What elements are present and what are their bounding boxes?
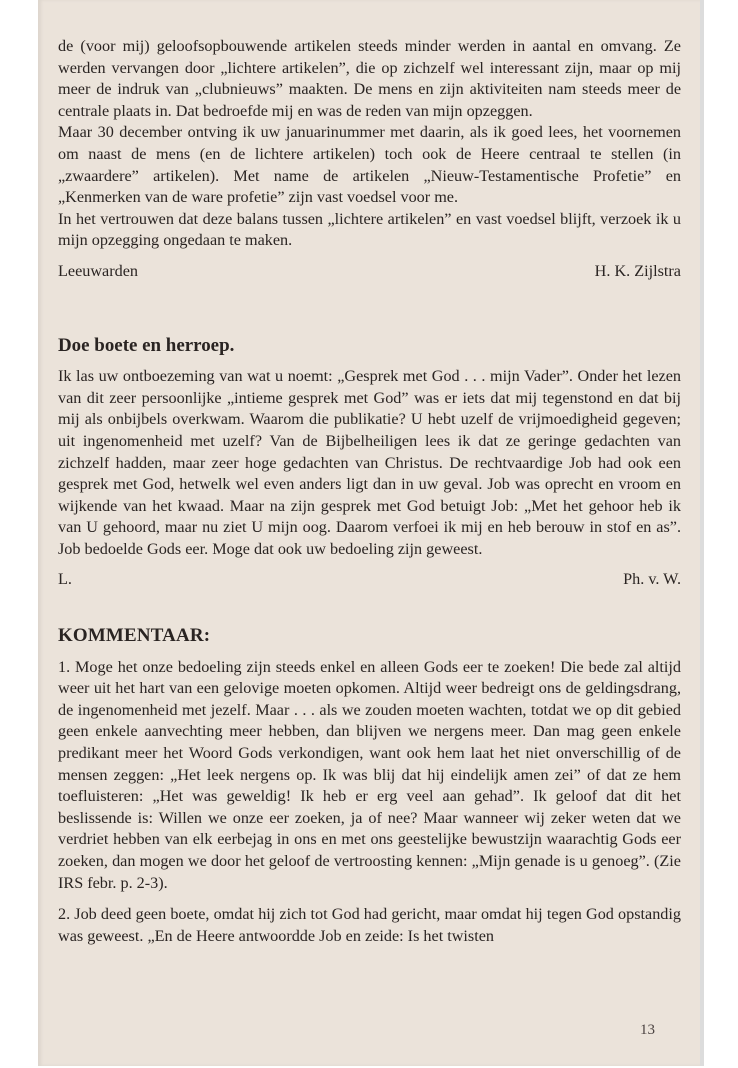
letter1-place: Leeuwarden [58, 261, 138, 280]
letter1-author: H. K. Zijlstra [594, 261, 681, 280]
commentary-item-1: 1. Moge het onze bedoeling zijn steeds enkel en alleen Gods eer te zoeken! Die bede zal altijd weer uit het hart van een gelovige moeten opkomen. Altijd weer bedreigt ons de geldingsdrang, de ingenomenheid met jezelf. Maar . . . als we zouden moeten wachten, totdat we op dit gebied geen enkele aanvechting meer hebben, dan blijven we nergens meer. Dan mag geen enkele predikant meer het Woord Gods verkondigen, want ook hem laat het niet onverschillig of de mensen zeggen: „Het leek nergens op. Ik was blij dat hij eindelijk amen zei” of dat ze hem toefluisteren: „Het was geweldig! Ik heb er erg veel aan gehad”. Ik geloof dat dit het beslissende is: Willen we onze eer zoeken, ja of nee? Maar wanneer wij zeker weten dat we verdriet hebben van elk eerbejag in ons en met ons geestelijke bewustzijn waarachtig Gods eer zoeken, dan mogen we door het geloof de vertroosting kennen: „Mijn genade is u genoeg”. (Zie IRS febr. p. 2-3). [58, 657, 681, 892]
commentary-section [58, 625, 681, 947]
letter2-heading: Doe boete en herroep. [58, 334, 235, 356]
page-edge [700, 0, 704, 1066]
letter2-paragraph: Ik las uw ontboezeming van wat u noemt: „Gesprek met God . . . mijn Vader”. Onder het lezen van dit zeer persoonlijke „intieme gesprek met God” was er iets dat mij tegenstond en dat bij mij als onbijbels overkwam. Waarom die publikatie? U hebt uzelf de vrijmoedigheid gegeven; uit ingenomenheid met uzelf? Van de Bijbelheiligen lees ik dat ze geringe gedachten van zichzelf hadden, maar zeer hoge gedachten van Christus. De rechtvaardige Job had ook een gesprek met God, hetwelk wel even anders ligt dan in uw geval. Job was oprecht en vroom en wijkende van het kwaad. Maar na zijn gesprek met God betuigt Job: „Met het gehoor heb ik van U gehoord, maar nu ziet U mijn oog. Daarom verfoei ik mij en heb berouw in stof en as”. Job bedoelde Gods eer. Moge dat ook uw bedoeling zijn geweest. [58, 367, 681, 558]
letter1-paragraph-1: de (voor mij) geloofsopbouwende artikelen steeds minder werden in aantal en omvang. Ze werden vervangen door „lichtere artikelen”, die op zichzelf wel interessant zijn, maar op mij meer de indruk van „clubnieuws” maakten. De mens en zijn aktiviteiten nam steeds meer de centrale plaats in. Dat bedroefde mij en was de reden van mijn opzeggen. [58, 37, 681, 120]
commentary-heading: KOMMENTAAR: [58, 625, 211, 647]
page-content [58, 36, 681, 947]
letter-doe-boete [58, 335, 681, 592]
letter2-author: Ph. v. W. [623, 570, 681, 589]
letter2-signature [58, 569, 681, 591]
letter-zijlstra [58, 36, 681, 283]
letter1-paragraph-3: In het vertrouwen dat deze balans tussen „lichtere artikelen” en vast voedsel blijft, verzoek ik u mijn opzegging ongedaan te maken. [58, 209, 681, 250]
letter1-paragraph-2: Maar 30 december ontving ik uw januarinummer met daarin, als ik goed lees, het voornemen om naast de mens (en de lichtere artikelen) toch ook de Heere centraal te stellen (in „zwaardere” artikelen). Met name de artikelen „Nieuw-Testamentische Profetie” en „Kenmerken van de ware profetie” zijn vast voedsel voor me. [58, 123, 681, 207]
letter1-signature [58, 261, 681, 283]
commentary-item-2: 2. Job deed geen boete, omdat hij zich tot God had gericht, maar omdat hij tegen God opstandig was geweest. „En de Heere antwoordde Job en zeide: Is het twisten [58, 905, 681, 945]
letter2-place: L. [58, 570, 72, 589]
page-number: 13 [640, 1022, 655, 1038]
